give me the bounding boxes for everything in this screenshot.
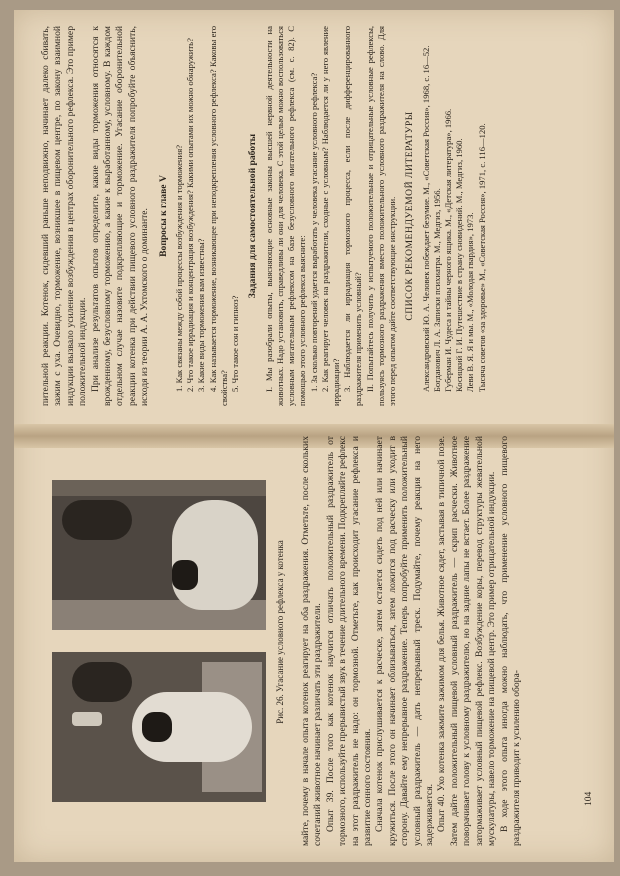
question-item: 2. Что такое иррадиация и концентрация возбуждения? Какими опытами их можно обнаружить? [185,38,196,392]
reference-item: Косицкий Г. И. Путешествие в страну сновидений. М., Медгиз, 1960. [454,138,465,392]
paragraph: Опыт 39. После того как котенок научится отличать положительный раздражитель от тормозного, используйте прерывистый звук в течение длительного времени. Подкрепляйте рефлекс на этот раздражитель не надо: он тормозной. Отметьте, как происходит угасание рефлекса и развитие сонного состояния. [324,436,374,846]
question-item: 5. Что такое сон и гипноз? [230,295,241,392]
question-item: 4. Как называется торможение, возникающее при неподкрепления условного рефлекса? Каковы его свойства? [207,26,229,406]
tasks-heading: Задания для самостоятельной работы [247,133,259,299]
figure-caption [274,474,286,790]
page-number: 104 [584,791,594,806]
task-item: 1. За сколько повторений удается выработать у человека угасание условного рефлекса? [308,72,319,392]
reference-item: Леви В. Я. Я и мы. М., «Молодая гвардия», 1973. [465,212,476,392]
question-item: 1. Как связаны между собой процессы возбуждения и торможения? [174,144,185,392]
paragraph: Сначала котенок прислушивается к расческе, затем остается сидеть под ней или начинает кружиться. После этого он начинает облизываться, затем ложится под расческу или уходит в сторону. Давайте ему непрерывное раздражение. Теперь попробуйте применить положительный условный раздражитель — дать непрерывный треск. Подумайте, почему реакция на него задерживается. [374,436,436,846]
questions-heading: Вопросы к главе V [157,175,169,257]
task-item: 3. Наблюдается ли иррадиация тормозного процесса, если после дифференцированного раздражителя применить условный? [342,26,364,406]
reference-item: Александровский Ю. А. Человек побеждает безумие. М., «Советская Россия», 1968, с. 16—52. [420,45,431,392]
task-item: II. Попытайтесь получить у испытуемого положительные и отрицательные условные рефлексы, пользуясь тормозного раздражения вместо положительного условного раздражителя на слово. Для этого перед опытом дайте соответствующие инструкции. [364,26,397,406]
question-item: 3. Какие виды торможения вам известны? [196,238,207,392]
reference-item: Тысяча советов «за здоровье» М., «Советская Россия», 1971, с. 116—120. [476,123,487,392]
paragraph: В ходе этого опыта иногда можно наблюдать, что применение условного пищевого раздражителя приводит к усилению обора- [498,436,522,846]
upper-page-text [40,26,488,406]
photo-kitten-left [52,652,266,802]
task-item: 2. Как реагирует человек на раздражители, сходные с условным? Наблюдается ли у него явление иррадиации? [319,26,341,406]
paragraph: пительной реакции. Котенок, сидевший раньше неподвижно, начинает далеко сбивать, зажим с уха. Очевидно, торможение, возникшее в пищевом центре, по закону взаимной индукции вызвало усиление возбуждения в центрах оборонительного рефлекса. Это пример положительной индукции. [40,26,89,406]
task-item: I. Мы разобрали опыты, выясняющие основные законы высшей нервной деятельности на животных. Надо установить, справедливы ли они для человека. С этой целью можно воспользоваться условным мигательным рефлексом на базе безусловного мигательного рефлекса (см. с. 82). С помощью этого условного рефлекса выясните: [263,26,308,406]
paragraph: майте, почему в начале опыта котенок реагирует на оба раздражения. Отметьте, после скольких сочетаний животное начинает различать эти раздражители. [300,436,324,846]
lower-page-text [300,436,523,846]
caption-text: Рис. 26. Угасание условного рефлекса у котенка [275,540,285,724]
reference-item: Губерман И. Чудеса и тайны черного ящика. М., «Детская литература», 1966. [442,108,453,392]
paragraph: При анализе результатов опытов определите, какие виды торможения относятся к врожденному, безусловному торможению, а какие к выработанному, условному. В каждом отдельном случае назовите подкрепляющие и торможение. Угасание оборонительной реакции котенка при действии пищевого условного раздражителя попробуйте объяснить, исходя из теории А. А. Ухтомского о доминанте. [89,26,151,406]
photo-kitten-right [52,480,266,630]
reference-item: Богданович Л. А. Записки психиатра. М., Медгиз, 1956. [431,188,442,392]
paragraph: Опыт 40. Ухо котенка зажмите зажимом для белья. Животное сядет, застывая в типичной позе. Затем дайте положительный пищевой условный раздражитель — скрип расчески. Животное поворачивает голову к условному раздражителю, но на задние лапы не встает. Более раздражение затормаживает условный пищевой рефлекс. Возбуждение коры, перевод структуры жевательной мускулатуры, навело торможение на пищевой центр. Это пример отрицательной индукции. [436,436,498,846]
references-heading: СПИСОК РЕКОМЕНДУЕМОЙ ЛИТЕРАТУРЫ [404,111,416,321]
